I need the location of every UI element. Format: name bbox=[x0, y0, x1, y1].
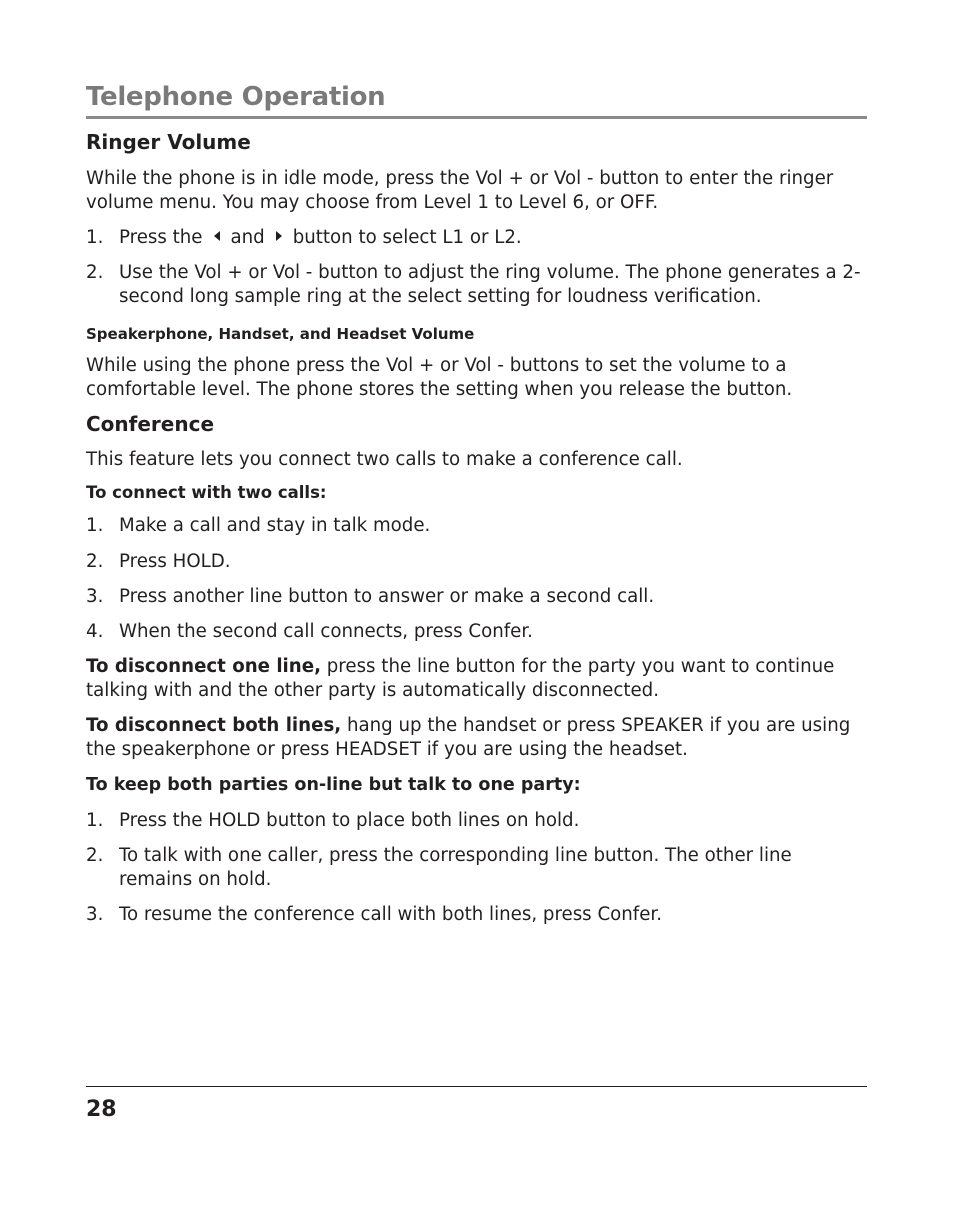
list-text: Press another line button to answer or make a second call. bbox=[119, 586, 655, 607]
ringer-step-1 bbox=[86, 226, 868, 250]
disconnect-one-lead: To disconnect one line, bbox=[86, 656, 321, 677]
list-text: To talk with one caller, press the corresponding line button. The other line remains on hold. bbox=[119, 845, 792, 890]
left-arrow-icon bbox=[214, 231, 220, 241]
list-text: Press HOLD. bbox=[119, 551, 231, 572]
step-text-post: button to select L1 or L2. bbox=[292, 227, 522, 248]
keep-both-heading: To keep both parties on-line but talk to one party: bbox=[86, 775, 581, 795]
list-number: 2. bbox=[86, 551, 104, 572]
list-item bbox=[86, 550, 868, 574]
list-item bbox=[86, 620, 868, 644]
list-number: 2. bbox=[86, 845, 104, 866]
list-text: Press the HOLD button to place both lines on hold. bbox=[119, 810, 580, 831]
ringer-volume-intro: While the phone is in idle mode, press the Vol + or Vol - button to enter the ringer volume menu. You may choose from Level 1 to Level 6, or OFF. bbox=[86, 168, 834, 213]
list-text: To resume the conference call with both lines, press Confer. bbox=[119, 904, 662, 925]
list-number: 2. bbox=[86, 262, 104, 283]
step-text-pre: Press the bbox=[119, 227, 203, 248]
conference-intro: This feature lets you connect two calls to make a conference call. bbox=[86, 449, 683, 470]
list-item bbox=[86, 903, 868, 927]
step-text-mid: and bbox=[230, 227, 265, 248]
list-text: When the second call connects, press Confer. bbox=[119, 621, 533, 642]
list-number: 4. bbox=[86, 621, 104, 642]
list-number: 1. bbox=[86, 810, 104, 831]
list-number: 1. bbox=[86, 227, 104, 248]
right-arrow-icon bbox=[276, 231, 282, 241]
ringer-volume-heading: Ringer Volume bbox=[86, 130, 251, 154]
disconnect-one-text: press the line button for the party you want to continue talking with and the other party is automatically disconnected. bbox=[86, 656, 835, 701]
disconnect-both-text: hang up the handset or press SPEAKER if you are using the speakerphone or press HEADSET if you are using the headset. bbox=[86, 715, 851, 760]
list-number: 1. bbox=[86, 515, 104, 536]
list-item bbox=[86, 514, 868, 538]
ringer-step-2 bbox=[86, 261, 868, 309]
disconnect-one-paragraph bbox=[86, 655, 868, 703]
disconnect-both-paragraph bbox=[86, 714, 868, 762]
list-item bbox=[86, 844, 868, 892]
title-rule bbox=[86, 116, 867, 119]
list-item bbox=[86, 585, 868, 609]
speaker-volume-heading: Speakerphone, Handset, and Headset Volume bbox=[86, 325, 475, 343]
list-item bbox=[86, 809, 868, 833]
speaker-volume-text: While using the phone press the Vol + or Vol - buttons to set the volume to a comfortable level. The phone stores the setting when you release the button. bbox=[86, 355, 793, 400]
list-text bbox=[119, 226, 868, 250]
list-number: 3. bbox=[86, 586, 104, 607]
list-text: Make a call and stay in talk mode. bbox=[119, 515, 431, 536]
page-number: 28 bbox=[86, 1097, 117, 1122]
list-number: 3. bbox=[86, 904, 104, 925]
list-text: Use the Vol + or Vol - button to adjust the ring volume. The phone generates a 2-second long sample ring at the select setting for loudness verification. bbox=[119, 262, 861, 307]
connect-heading: To connect with two calls: bbox=[86, 483, 327, 502]
conference-heading: Conference bbox=[86, 412, 215, 436]
footer-rule bbox=[86, 1086, 867, 1087]
page-title: Telephone Operation bbox=[86, 82, 386, 112]
disconnect-both-lead: To disconnect both lines, bbox=[86, 715, 342, 736]
